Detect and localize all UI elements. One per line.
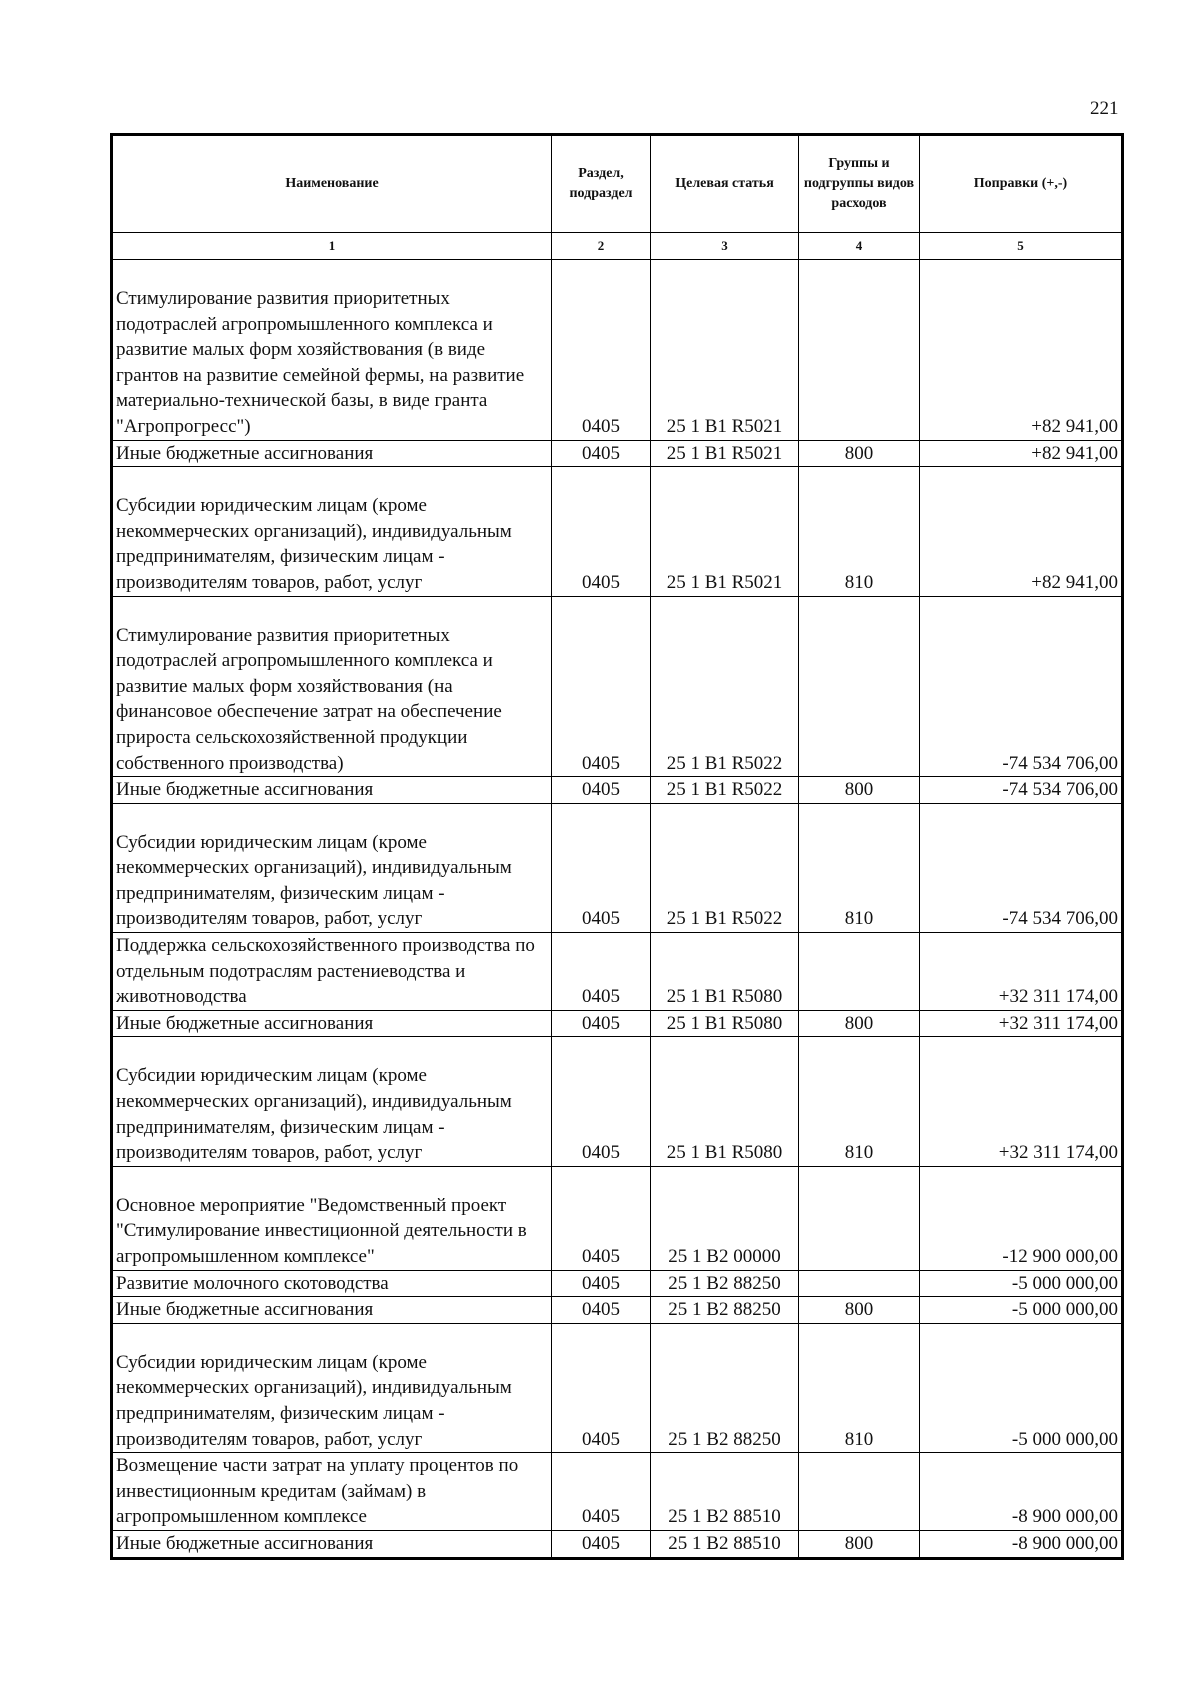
row-target-text: 25 1 B2 88250: [668, 1428, 781, 1450]
row-name: [112, 1270, 552, 1297]
row-section: [552, 1530, 651, 1558]
row-name: [112, 1010, 552, 1037]
row-amount: [920, 1037, 1123, 1166]
row-target: [651, 1010, 799, 1037]
row-section-text: 0405: [582, 442, 620, 464]
row-target-text: 25 1 B1 R5022: [666, 779, 783, 801]
row-group: [799, 467, 920, 596]
blank-line: [116, 597, 548, 623]
row-group-text: 800: [844, 1532, 874, 1554]
row-section: [552, 260, 651, 441]
row-amount: [920, 1323, 1123, 1452]
row-target-text: 25 1 B1 R5022: [666, 908, 783, 930]
row-amount: [920, 596, 1123, 777]
row-target: [651, 1297, 799, 1324]
row-name: [112, 1323, 552, 1452]
table-row: [112, 1323, 1123, 1452]
blank-line: [116, 1037, 548, 1063]
row-group-text: 810: [844, 908, 874, 930]
blank-line: [116, 1167, 548, 1193]
row-target-text: 25 1 B1 R5080: [666, 1142, 783, 1164]
table-row: [112, 803, 1123, 932]
row-section: [552, 1010, 651, 1037]
row-target: [651, 1270, 799, 1297]
row-group: [799, 1037, 920, 1166]
row-section: [552, 467, 651, 596]
row-group: [799, 1166, 920, 1270]
row-target-text: 25 1 B1 R5080: [666, 986, 783, 1008]
row-name: [112, 260, 552, 441]
row-section-text: 0405: [582, 1428, 620, 1450]
row-name-text: Возмещение части затрат на уплату процентов по инвестиционным кредитам (займам) в агропромышленном комплексе: [116, 1455, 519, 1528]
row-name: [112, 596, 552, 777]
row-name: [112, 1297, 552, 1324]
row-name-text: Развитие молочного скотоводства: [116, 1272, 389, 1294]
row-target-text: 25 1 B2 88510: [668, 1532, 781, 1554]
row-section-text: 0405: [582, 571, 620, 593]
row-target-text: 25 1 B1 R5022: [666, 752, 783, 774]
page-number: 221: [1090, 98, 1119, 119]
row-amount-text: -74 534 706,00: [1002, 779, 1118, 801]
row-name: [112, 1453, 552, 1531]
row-group-text: 810: [844, 1428, 874, 1450]
table-row: [112, 260, 1123, 441]
table-row: [112, 467, 1123, 596]
row-name-text: Стимулирование развития приоритетных подотраслей агропромышленного комплекса и развитие малых форм хозяйствования (в виде грантов на развитие семейной фермы, на развитие материально-технической базы, в виде гранта "Агропрогресс"): [116, 288, 525, 437]
row-section-text: 0405: [582, 1012, 620, 1034]
row-section: [552, 440, 651, 467]
row-amount-text: +32 311 174,00: [998, 1012, 1118, 1034]
table-row: [112, 933, 1123, 1011]
row-target: [651, 933, 799, 1011]
row-section-text: 0405: [582, 986, 620, 1008]
row-amount: [920, 1010, 1123, 1037]
table-row: [112, 1037, 1123, 1166]
row-amount: [920, 1166, 1123, 1270]
row-name-text: Иные бюджетные ассигнования: [116, 1012, 374, 1034]
row-section: [552, 1297, 651, 1324]
blank-line: [116, 260, 548, 286]
row-amount: [920, 260, 1123, 441]
row-name-text: Субсидии юридическим лицам (кроме некоммерческих организаций), индивидуальным предпринимателям, физическим лицам - производителям товаров, работ, услуг: [116, 1351, 512, 1450]
row-name-text: Иные бюджетные ассигнования: [116, 1532, 374, 1554]
table-row: [112, 1530, 1123, 1558]
row-amount: [920, 467, 1123, 596]
row-name-text: Стимулирование развития приоритетных подотраслей агропромышленного комплекса и развитие малых форм хозяйствования (на финансовое обеспечение затрат на обеспечение прироста сельскохозяйственной продукции собственного производства): [116, 624, 502, 774]
row-section-text: 0405: [582, 1272, 620, 1294]
row-group: [799, 933, 920, 1011]
table-row: [112, 777, 1123, 804]
row-group: [799, 1323, 920, 1452]
row-target: [651, 803, 799, 932]
column-number: 4: [799, 233, 920, 260]
row-group: [799, 1010, 920, 1037]
row-section-text: 0405: [582, 779, 620, 801]
row-group: [799, 777, 920, 804]
row-amount-text: +82 941,00: [1031, 442, 1118, 464]
table-header-row: [112, 135, 1123, 233]
row-group: [799, 1297, 920, 1324]
row-section: [552, 777, 651, 804]
row-group-text: 800: [844, 1299, 874, 1321]
row-name: [112, 467, 552, 596]
row-target-text: 25 1 B2 00000: [668, 1246, 781, 1267]
row-amount: [920, 1270, 1123, 1297]
row-section-text: 0405: [582, 752, 620, 774]
row-amount: [920, 1453, 1123, 1531]
row-amount-text: -5 000 000,00: [1011, 1272, 1118, 1294]
header-target: Целевая статья: [651, 135, 799, 233]
row-section: [552, 596, 651, 777]
row-target-text: 25 1 B1 R5021: [666, 571, 783, 593]
table-row: [112, 596, 1123, 777]
column-number: 3: [651, 233, 799, 260]
budget-amendments-table: [110, 133, 1124, 1560]
table-row: [112, 1166, 1123, 1270]
row-name-text: Иные бюджетные ассигнования: [116, 779, 374, 801]
row-name-text: Субсидии юридическим лицам (кроме некоммерческих организаций), индивидуальным предпринимателям, физическим лицам - производителям товаров, работ, услуг: [116, 495, 512, 593]
header-name: Наименование: [112, 135, 552, 233]
row-amount-text: +32 311 174,00: [998, 1142, 1118, 1164]
row-target-text: 25 1 B1 R5080: [666, 1012, 783, 1034]
row-name: [112, 440, 552, 467]
header-group: Группы и подгруппы видов расходов: [799, 135, 920, 233]
row-name-text: Иные бюджетные ассигнования: [116, 442, 374, 464]
row-name: [112, 777, 552, 804]
row-section-text: 0405: [582, 1246, 620, 1267]
row-name-text: Иные бюджетные ассигнования: [116, 1299, 374, 1321]
row-section-text: 0405: [582, 1142, 620, 1164]
row-group: [799, 260, 920, 441]
row-target: [651, 1166, 799, 1270]
row-name-text: Субсидии юридическим лицам (кроме некоммерческих организаций), индивидуальным предпринимателям, физическим лицам - производителям товаров, работ, услуг: [116, 1065, 512, 1164]
row-target: [651, 596, 799, 777]
row-group: [799, 440, 920, 467]
row-section: [552, 1453, 651, 1531]
row-name: [112, 1530, 552, 1558]
row-amount-text: -12 900 000,00: [1002, 1246, 1118, 1267]
row-amount-text: -74 534 706,00: [1002, 908, 1118, 930]
blank-line: [116, 1324, 548, 1350]
row-amount: [920, 933, 1123, 1011]
row-name: [112, 803, 552, 932]
row-amount-text: -8 900 000,00: [1011, 1506, 1118, 1528]
table-row: [112, 440, 1123, 467]
row-section: [552, 1270, 651, 1297]
row-group: [799, 803, 920, 932]
row-amount: [920, 440, 1123, 467]
table-row: [112, 1270, 1123, 1297]
row-target-text: 25 1 B2 88250: [668, 1299, 781, 1321]
row-amount: [920, 1530, 1123, 1558]
row-section: [552, 1166, 651, 1270]
header-amount: Поправки (+,-): [920, 135, 1123, 233]
row-amount: [920, 803, 1123, 932]
row-amount-text: +82 941,00: [1031, 571, 1118, 593]
column-number-row: [112, 233, 1123, 260]
row-amount-text: -5 000 000,00: [1011, 1299, 1118, 1321]
row-target-text: 25 1 B1 R5021: [666, 442, 783, 464]
table-row: [112, 1010, 1123, 1037]
row-section-text: 0405: [582, 415, 620, 437]
row-group: [799, 1270, 920, 1297]
row-name-text: Субсидии юридическим лицам (кроме некоммерческих организаций), индивидуальным предпринимателям, физическим лицам - производителям товаров, работ, услуг: [116, 831, 512, 930]
row-target-text: 25 1 B2 88250: [668, 1272, 781, 1294]
row-name: [112, 933, 552, 1011]
row-name: [112, 1037, 552, 1166]
row-group-text: 800: [844, 442, 874, 464]
row-section: [552, 933, 651, 1011]
budget-table-container: [110, 133, 1121, 1560]
row-target: [651, 1323, 799, 1452]
row-group: [799, 1530, 920, 1558]
header-section: Раздел, подраздел: [552, 135, 651, 233]
row-name-text: Поддержка сельскохозяйственного производства по отдельным подотраслям растениеводства и животноводства: [116, 935, 535, 1008]
row-group-text: 810: [844, 571, 874, 593]
row-group-text: 800: [844, 1012, 874, 1034]
column-number: 5: [920, 233, 1123, 260]
row-target: [651, 440, 799, 467]
row-target: [651, 777, 799, 804]
row-section: [552, 1323, 651, 1452]
row-amount-text: -5 000 000,00: [1011, 1428, 1118, 1450]
row-target: [651, 260, 799, 441]
blank-line: [116, 467, 548, 493]
row-target: [651, 1453, 799, 1531]
row-group-text: 810: [844, 1142, 874, 1164]
column-number: 2: [552, 233, 651, 260]
blank-line: [116, 804, 548, 830]
row-amount: [920, 777, 1123, 804]
row-name-text: Основное мероприятие "Ведомственный проект "Стимулирование инвестиционной деятельности в агропромышленном комплексе": [116, 1194, 527, 1267]
row-amount-text: +32 311 174,00: [998, 986, 1118, 1008]
table-row: [112, 1297, 1123, 1324]
row-target: [651, 1530, 799, 1558]
row-amount-text: +82 941,00: [1031, 415, 1118, 437]
row-group: [799, 1453, 920, 1531]
row-section-text: 0405: [582, 1506, 620, 1528]
row-amount-text: -8 900 000,00: [1011, 1532, 1118, 1554]
row-section-text: 0405: [582, 908, 620, 930]
row-amount: [920, 1297, 1123, 1324]
row-amount-text: -74 534 706,00: [1002, 752, 1118, 774]
column-number: 1: [112, 233, 552, 260]
row-group: [799, 596, 920, 777]
row-section-text: 0405: [582, 1532, 620, 1554]
table-body: [112, 260, 1123, 1559]
row-section: [552, 803, 651, 932]
table-row: [112, 1453, 1123, 1531]
row-section: [552, 1037, 651, 1166]
row-target: [651, 467, 799, 596]
row-group-text: 800: [844, 779, 874, 801]
row-target: [651, 1037, 799, 1166]
row-name: [112, 1166, 552, 1270]
row-target-text: 25 1 B1 R5021: [666, 415, 783, 437]
row-target-text: 25 1 B2 88510: [668, 1506, 781, 1528]
row-section-text: 0405: [582, 1299, 620, 1321]
